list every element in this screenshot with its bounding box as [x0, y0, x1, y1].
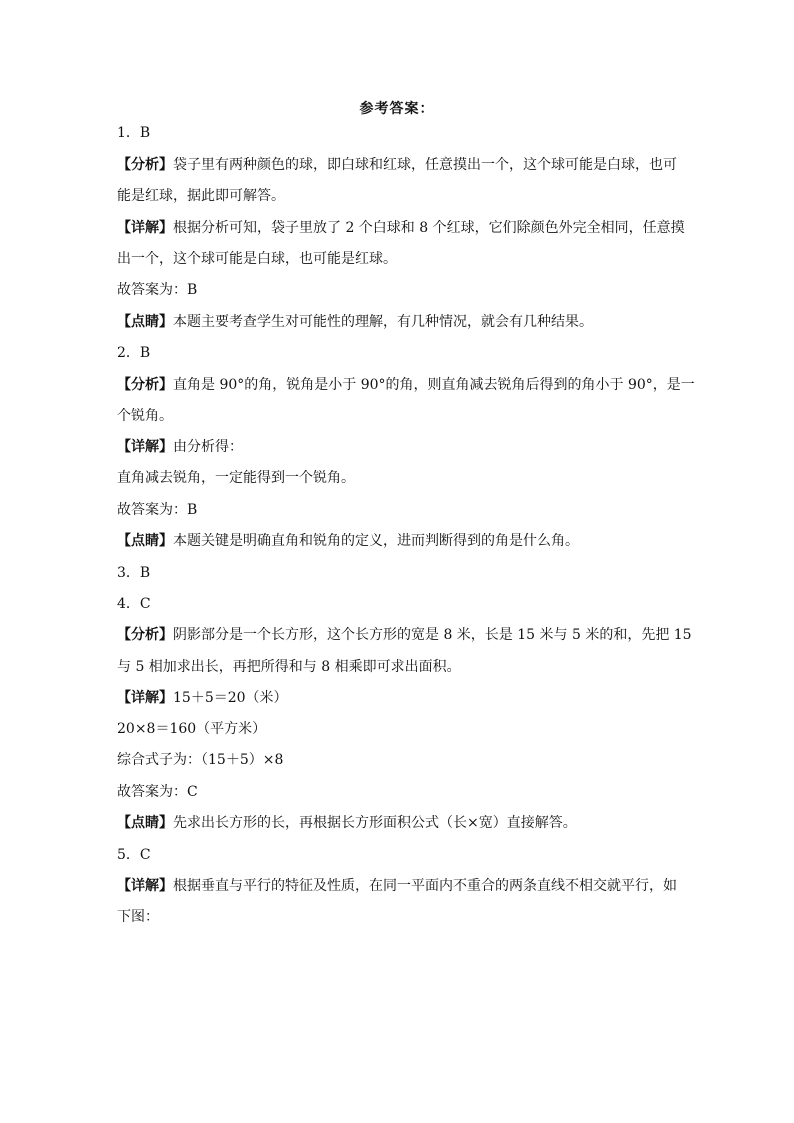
section-tag: 【分析】 — [117, 377, 173, 393]
section-tag: 【详解】 — [117, 439, 173, 455]
answer-line: 4．C — [117, 596, 151, 612]
answer-line: 【点睛】本题主要考查学生对可能性的理解，有几种情况，就会有几种结果。 — [117, 314, 593, 330]
answer-line: 个锐角。 — [117, 408, 173, 424]
answer-line: 与 5 相加求出长，再把所得和与 8 相乘即可求出面积。 — [117, 659, 461, 675]
answer-line: 故答案为：C — [117, 784, 198, 800]
answer-line: 故答案为：B — [117, 502, 198, 518]
answer-line: 2．B — [117, 345, 151, 361]
answer-line: 直角减去锐角，一定能得到一个锐角。 — [117, 470, 355, 486]
answer-line: 5．C — [117, 847, 151, 863]
section-tag: 【点睛】 — [117, 314, 173, 330]
section-tag: 【分析】 — [117, 627, 173, 643]
section-tag: 【详解】 — [117, 878, 173, 894]
answer-line: 【点睛】本题关键是明确直角和锐角的定义，进而判断得到的角是什么角。 — [117, 533, 579, 549]
answer-line: 【分析】直角是 90°的角，锐角是小于 90°的角，则直角减去锐角后得到的角小于 90°，是一 — [117, 377, 695, 393]
answer-line: 下图： — [117, 909, 159, 925]
answer-line: 【详解】根据垂直与平行的特征及性质，在同一平面内不重合的两条直线不相交就平行，如 — [117, 878, 677, 894]
answer-line: 能是红球，据此即可解答。 — [117, 188, 285, 204]
answer-line: 【点睛】先求出长方形的长，再根据长方形面积公式（长×宽）直接解答。 — [117, 815, 577, 831]
section-tag: 【点睛】 — [117, 533, 173, 549]
page-title: 参考答案： — [359, 101, 435, 117]
section-tag: 【点睛】 — [117, 815, 173, 831]
answer-line: 【分析】阴影部分是一个长方形，这个长方形的宽是 8 米，长是 15 米与 5 米的和，先把 15 — [117, 627, 692, 643]
answer-line: 【详解】15＋5＝20（米） — [117, 690, 288, 706]
section-tag: 【详解】 — [117, 690, 173, 706]
answer-line: 【详解】根据分析可知，袋子里放了 2 个白球和 8 个红球，它们除颜色外完全相同，任意摸 — [117, 220, 685, 236]
answer-line: 综合式子为：（15＋5）×8 — [117, 752, 284, 768]
answer-line: 【分析】袋子里有两种颜色的球，即白球和红球，任意摸出一个，这个球可能是白球，也可 — [117, 157, 677, 173]
answer-line: 出一个，这个球可能是白球，也可能是红球。 — [117, 251, 397, 267]
answer-line: 故答案为：B — [117, 282, 198, 298]
section-tag: 【分析】 — [117, 157, 173, 173]
answer-line: 1．B — [117, 125, 151, 141]
answer-line: 20×8＝160（平方米） — [117, 721, 267, 737]
answer-line: 【详解】由分析得： — [117, 439, 243, 455]
answer-line: 3．B — [117, 565, 151, 581]
section-tag: 【详解】 — [117, 220, 173, 236]
